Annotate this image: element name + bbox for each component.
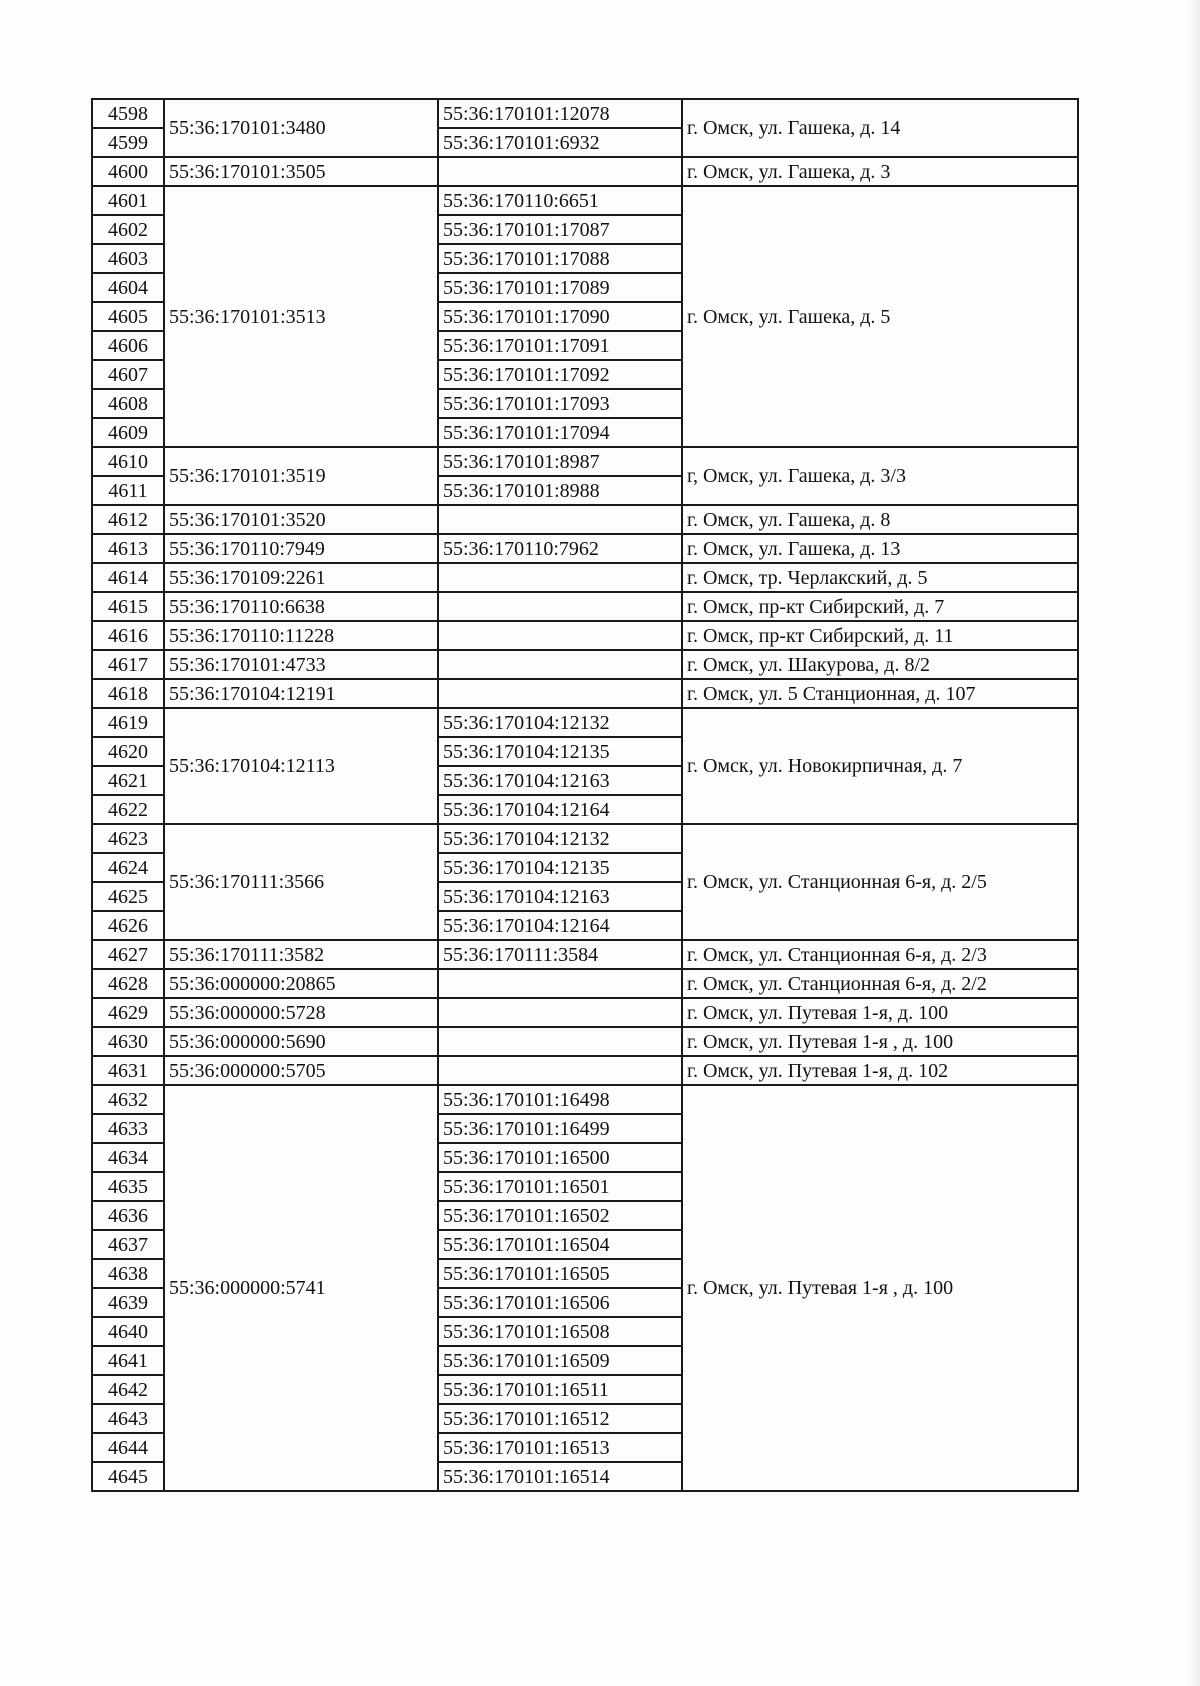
building-number-cell: 55:36:170101:16508 bbox=[438, 1317, 682, 1346]
row-number-cell: 4636 bbox=[92, 1201, 164, 1230]
table-row bbox=[92, 447, 1078, 476]
building-number-cell: 55:36:170104:12164 bbox=[438, 911, 682, 940]
building-number-cell: 55:36:170101:17090 bbox=[438, 302, 682, 331]
address-cell: г. Омск, тр. Черлакский, д. 5 bbox=[682, 563, 1078, 592]
building-number-cell: 55:36:170101:17087 bbox=[438, 215, 682, 244]
row-number-cell: 4610 bbox=[92, 447, 164, 476]
row-number-cell: 4613 bbox=[92, 534, 164, 563]
row-number-cell: 4602 bbox=[92, 215, 164, 244]
table-row bbox=[92, 1085, 1078, 1114]
row-number-cell: 4618 bbox=[92, 679, 164, 708]
building-number-cell bbox=[438, 1027, 682, 1056]
building-number-cell: 55:36:170110:7962 bbox=[438, 534, 682, 563]
table-row bbox=[92, 969, 1078, 998]
land-plot-number-cell: 55:36:170111:3566 bbox=[164, 824, 438, 940]
row-number-cell: 4600 bbox=[92, 157, 164, 186]
address-cell: г. Омск, ул. Станционная 6-я, д. 2/5 bbox=[682, 824, 1078, 940]
building-number-cell: 55:36:170111:3584 bbox=[438, 940, 682, 969]
building-number-cell: 55:36:170101:16500 bbox=[438, 1143, 682, 1172]
row-number-cell: 4620 bbox=[92, 737, 164, 766]
land-plot-number-cell: 55:36:170104:12113 bbox=[164, 708, 438, 824]
table-row bbox=[92, 998, 1078, 1027]
building-number-cell: 55:36:170101:16511 bbox=[438, 1375, 682, 1404]
row-number-cell: 4611 bbox=[92, 476, 164, 505]
address-cell: г. Омск, ул. Гашека, д. 13 bbox=[682, 534, 1078, 563]
building-number-cell bbox=[438, 679, 682, 708]
building-number-cell: 55:36:170101:16501 bbox=[438, 1172, 682, 1201]
building-number-cell bbox=[438, 157, 682, 186]
row-number-cell: 4624 bbox=[92, 853, 164, 882]
address-cell: г, Омск, ул. Гашека, д. 3/3 bbox=[682, 447, 1078, 505]
land-plot-number-cell: 55:36:170110:7949 bbox=[164, 534, 438, 563]
row-number-cell: 4630 bbox=[92, 1027, 164, 1056]
row-number-cell: 4607 bbox=[92, 360, 164, 389]
building-number-cell bbox=[438, 563, 682, 592]
building-number-cell bbox=[438, 1056, 682, 1085]
row-number-cell: 4609 bbox=[92, 418, 164, 447]
row-number-cell: 4638 bbox=[92, 1259, 164, 1288]
row-number-cell: 4604 bbox=[92, 273, 164, 302]
address-cell: г. Омск, ул. Станционная 6-я, д. 2/2 bbox=[682, 969, 1078, 998]
row-number-cell: 4615 bbox=[92, 592, 164, 621]
land-plot-number-cell: 55:36:170101:3513 bbox=[164, 186, 438, 447]
table-row bbox=[92, 505, 1078, 534]
land-plot-number-cell: 55:36:000000:5705 bbox=[164, 1056, 438, 1085]
building-number-cell: 55:36:170101:16506 bbox=[438, 1288, 682, 1317]
building-number-cell: 55:36:170101:17094 bbox=[438, 418, 682, 447]
building-number-cell: 55:36:170104:12164 bbox=[438, 795, 682, 824]
table-row bbox=[92, 650, 1078, 679]
table-row bbox=[92, 99, 1078, 128]
building-number-cell bbox=[438, 998, 682, 1027]
table-row bbox=[92, 534, 1078, 563]
building-number-cell: 55:36:170101:17093 bbox=[438, 389, 682, 418]
building-number-cell bbox=[438, 592, 682, 621]
address-cell: г. Омск, пр-кт Сибирский, д. 11 bbox=[682, 621, 1078, 650]
building-number-cell: 55:36:170104:12132 bbox=[438, 708, 682, 737]
row-number-cell: 4641 bbox=[92, 1346, 164, 1375]
table-row bbox=[92, 186, 1078, 215]
building-number-cell: 55:36:170101:6932 bbox=[438, 128, 682, 157]
row-number-cell: 4608 bbox=[92, 389, 164, 418]
row-number-cell: 4629 bbox=[92, 998, 164, 1027]
row-number-cell: 4633 bbox=[92, 1114, 164, 1143]
land-plot-number-cell: 55:36:170101:3520 bbox=[164, 505, 438, 534]
table-row bbox=[92, 1056, 1078, 1085]
row-number-cell: 4617 bbox=[92, 650, 164, 679]
table-row bbox=[92, 940, 1078, 969]
row-number-cell: 4645 bbox=[92, 1462, 164, 1491]
address-cell: г. Омск, ул. 5 Станционная, д. 107 bbox=[682, 679, 1078, 708]
address-cell: г. Омск, ул. Гашека, д. 14 bbox=[682, 99, 1078, 157]
address-cell: г. Омск, ул. Новокирпичная, д. 7 bbox=[682, 708, 1078, 824]
building-number-cell: 55:36:170110:6651 bbox=[438, 186, 682, 215]
cadastral-table bbox=[91, 98, 1079, 1492]
building-number-cell: 55:36:170101:8987 bbox=[438, 447, 682, 476]
row-number-cell: 4622 bbox=[92, 795, 164, 824]
building-number-cell: 55:36:170101:8988 bbox=[438, 476, 682, 505]
address-cell: г. Омск, ул. Гашека, д. 5 bbox=[682, 186, 1078, 447]
land-plot-number-cell: 55:36:170104:12191 bbox=[164, 679, 438, 708]
address-cell: г. Омск, ул. Гашека, д. 8 bbox=[682, 505, 1078, 534]
building-number-cell: 55:36:170101:17088 bbox=[438, 244, 682, 273]
address-cell: г. Омск, ул. Путевая 1-я, д. 102 bbox=[682, 1056, 1078, 1085]
building-number-cell: 55:36:170101:17092 bbox=[438, 360, 682, 389]
address-cell: г. Омск, ул. Шакурова, д. 8/2 bbox=[682, 650, 1078, 679]
address-cell: г. Омск, ул. Станционная 6-я, д. 2/3 bbox=[682, 940, 1078, 969]
address-cell: г. Омск, ул. Путевая 1-я , д. 100 bbox=[682, 1027, 1078, 1056]
row-number-cell: 4619 bbox=[92, 708, 164, 737]
building-number-cell: 55:36:170104:12135 bbox=[438, 853, 682, 882]
row-number-cell: 4606 bbox=[92, 331, 164, 360]
row-number-cell: 4601 bbox=[92, 186, 164, 215]
building-number-cell: 55:36:170101:12078 bbox=[438, 99, 682, 128]
building-number-cell: 55:36:170101:16513 bbox=[438, 1433, 682, 1462]
address-cell: г. Омск, пр-кт Сибирский, д. 7 bbox=[682, 592, 1078, 621]
row-number-cell: 4631 bbox=[92, 1056, 164, 1085]
row-number-cell: 4628 bbox=[92, 969, 164, 998]
land-plot-number-cell: 55:36:170101:3505 bbox=[164, 157, 438, 186]
row-number-cell: 4616 bbox=[92, 621, 164, 650]
land-plot-number-cell: 55:36:000000:5741 bbox=[164, 1085, 438, 1491]
building-number-cell: 55:36:170101:16498 bbox=[438, 1085, 682, 1114]
building-number-cell bbox=[438, 621, 682, 650]
building-number-cell: 55:36:170101:16505 bbox=[438, 1259, 682, 1288]
row-number-cell: 4612 bbox=[92, 505, 164, 534]
building-number-cell: 55:36:170104:12163 bbox=[438, 766, 682, 795]
land-plot-number-cell: 55:36:170101:4733 bbox=[164, 650, 438, 679]
building-number-cell: 55:36:170101:16514 bbox=[438, 1462, 682, 1491]
land-plot-number-cell: 55:36:170110:11228 bbox=[164, 621, 438, 650]
row-number-cell: 4635 bbox=[92, 1172, 164, 1201]
building-number-cell bbox=[438, 650, 682, 679]
table-row bbox=[92, 592, 1078, 621]
row-number-cell: 4599 bbox=[92, 128, 164, 157]
row-number-cell: 4623 bbox=[92, 824, 164, 853]
building-number-cell: 55:36:170101:16499 bbox=[438, 1114, 682, 1143]
building-number-cell: 55:36:170101:17089 bbox=[438, 273, 682, 302]
land-plot-number-cell: 55:36:170101:3480 bbox=[164, 99, 438, 157]
row-number-cell: 4640 bbox=[92, 1317, 164, 1346]
row-number-cell: 4634 bbox=[92, 1143, 164, 1172]
row-number-cell: 4625 bbox=[92, 882, 164, 911]
land-plot-number-cell: 55:36:170101:3519 bbox=[164, 447, 438, 505]
land-plot-number-cell: 55:36:170110:6638 bbox=[164, 592, 438, 621]
land-plot-number-cell: 55:36:170111:3582 bbox=[164, 940, 438, 969]
row-number-cell: 4643 bbox=[92, 1404, 164, 1433]
row-number-cell: 4621 bbox=[92, 766, 164, 795]
table-row bbox=[92, 157, 1078, 186]
land-plot-number-cell: 55:36:000000:20865 bbox=[164, 969, 438, 998]
building-number-cell: 55:36:170101:16512 bbox=[438, 1404, 682, 1433]
table-row bbox=[92, 708, 1078, 737]
land-plot-number-cell: 55:36:000000:5728 bbox=[164, 998, 438, 1027]
building-number-cell bbox=[438, 969, 682, 998]
building-number-cell: 55:36:170104:12135 bbox=[438, 737, 682, 766]
row-number-cell: 4644 bbox=[92, 1433, 164, 1462]
row-number-cell: 4632 bbox=[92, 1085, 164, 1114]
building-number-cell: 55:36:170101:16504 bbox=[438, 1230, 682, 1259]
building-number-cell bbox=[438, 505, 682, 534]
building-number-cell: 55:36:170104:12132 bbox=[438, 824, 682, 853]
building-number-cell: 55:36:170101:17091 bbox=[438, 331, 682, 360]
row-number-cell: 4614 bbox=[92, 563, 164, 592]
row-number-cell: 4605 bbox=[92, 302, 164, 331]
land-plot-number-cell: 55:36:000000:5690 bbox=[164, 1027, 438, 1056]
address-cell: г. Омск, ул. Гашека, д. 3 bbox=[682, 157, 1078, 186]
row-number-cell: 4627 bbox=[92, 940, 164, 969]
building-number-cell: 55:36:170101:16502 bbox=[438, 1201, 682, 1230]
address-cell: г. Омск, ул. Путевая 1-я, д. 100 bbox=[682, 998, 1078, 1027]
building-number-cell: 55:36:170104:12163 bbox=[438, 882, 682, 911]
page-edge bbox=[1186, 0, 1200, 1686]
building-number-cell: 55:36:170101:16509 bbox=[438, 1346, 682, 1375]
address-cell: г. Омск, ул. Путевая 1-я , д. 100 bbox=[682, 1085, 1078, 1491]
row-number-cell: 4626 bbox=[92, 911, 164, 940]
row-number-cell: 4637 bbox=[92, 1230, 164, 1259]
row-number-cell: 4598 bbox=[92, 99, 164, 128]
table-row bbox=[92, 679, 1078, 708]
cadastral-table-body bbox=[92, 99, 1078, 1491]
row-number-cell: 4639 bbox=[92, 1288, 164, 1317]
row-number-cell: 4603 bbox=[92, 244, 164, 273]
table-row bbox=[92, 621, 1078, 650]
table-row bbox=[92, 1027, 1078, 1056]
table-row bbox=[92, 563, 1078, 592]
table-row bbox=[92, 824, 1078, 853]
row-number-cell: 4642 bbox=[92, 1375, 164, 1404]
land-plot-number-cell: 55:36:170109:2261 bbox=[164, 563, 438, 592]
